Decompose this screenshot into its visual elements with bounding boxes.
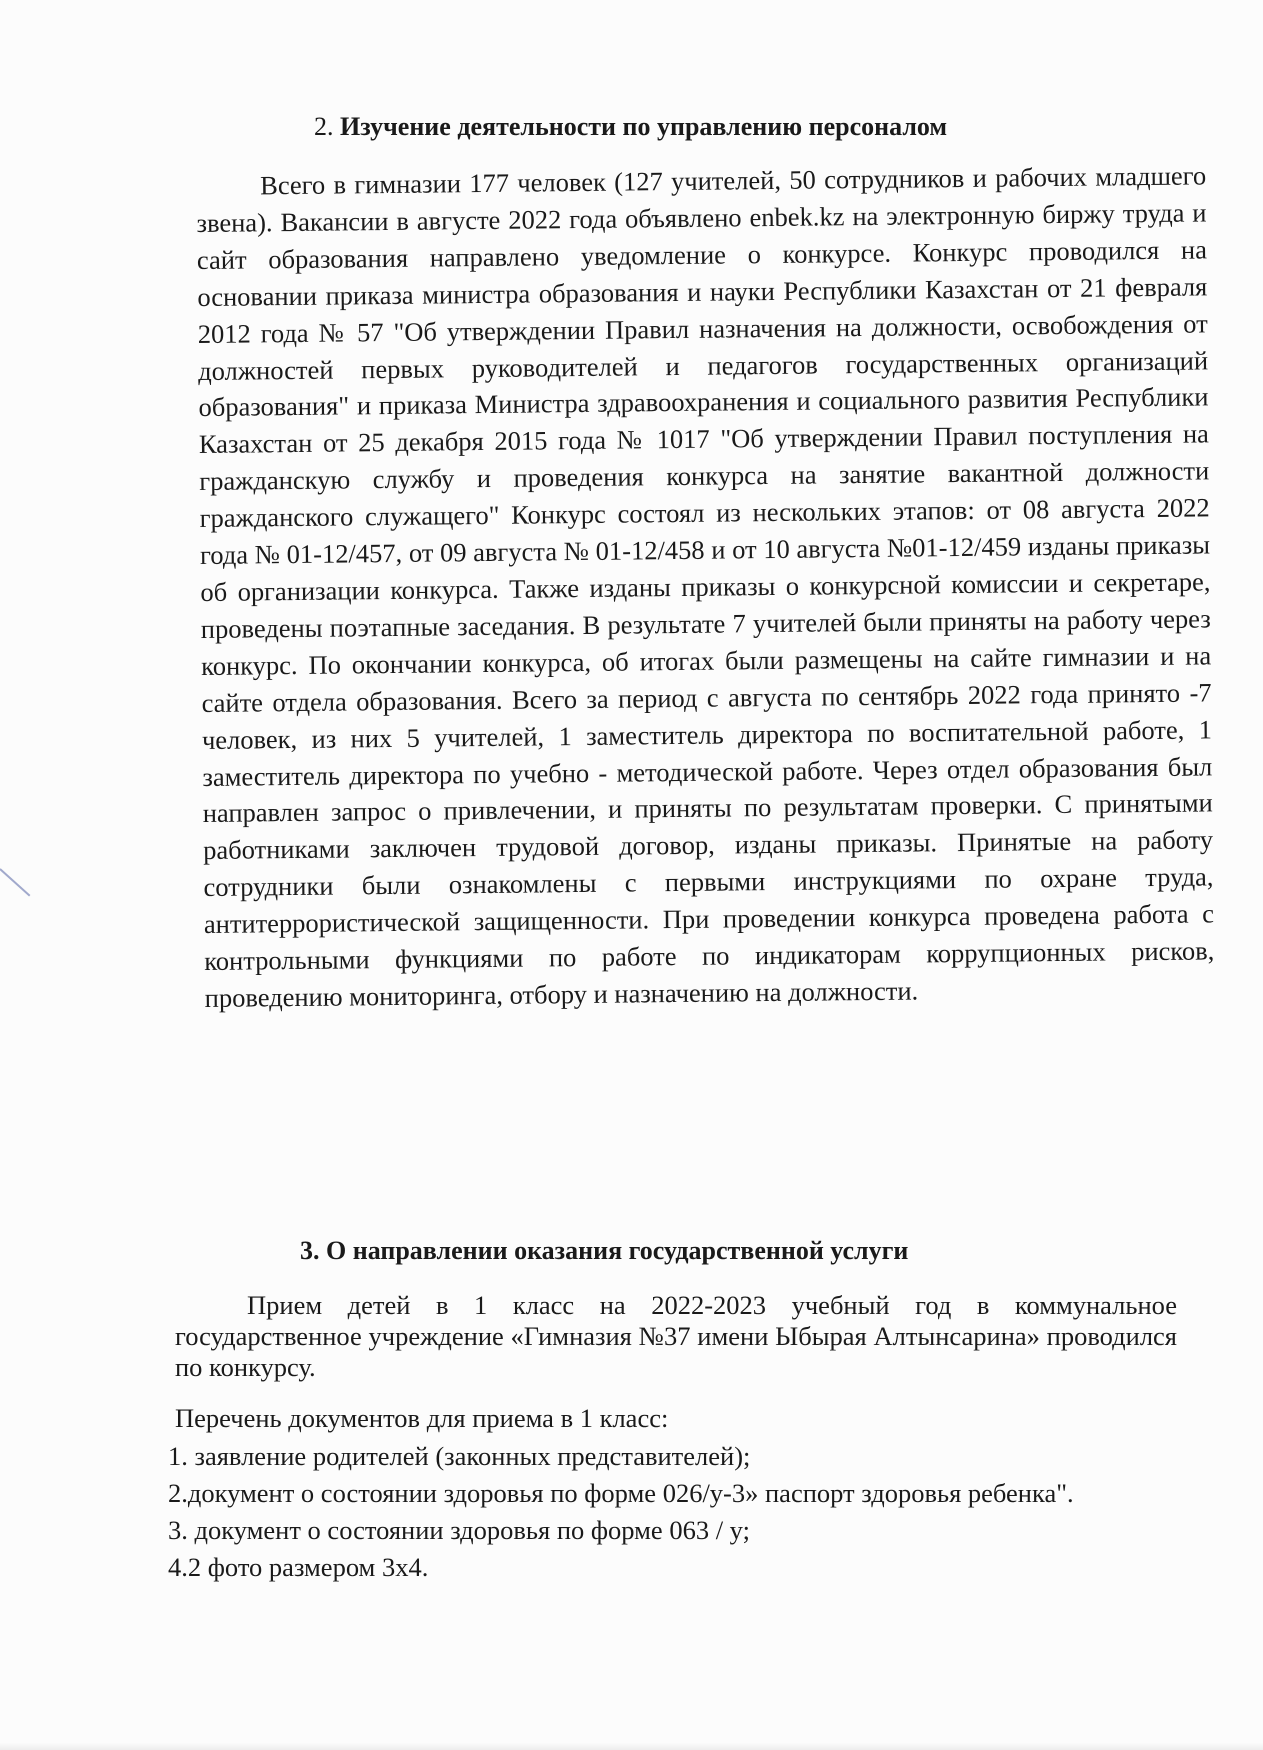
list-item: 2.документ о состоянии здоровья по форме 026/у-3» паспорт здоровья ребенка". bbox=[168, 1478, 1074, 1508]
section-2-title: Изучение деятельности по управлению персоналом bbox=[340, 112, 948, 141]
section-2-heading bbox=[314, 112, 947, 142]
list-item: 4.2 фото размером 3х4. bbox=[168, 1552, 429, 1582]
scan-pen-mark bbox=[0, 868, 30, 896]
page-edge-shadow bbox=[0, 1742, 1263, 1750]
list-item: 3. документ о состоянии здоровья по форме 063 / у; bbox=[168, 1515, 750, 1545]
section-2-paragraph: Всего в гимназии 177 человек (127 учителей, 50 сотрудников и рабочих младшего звена). Вакансии в августе 2022 года объявлено enbek.kz на электронную биржу труда и сайт образования направлено уведомление о конкурсе. Конкурс проводился на основании приказа министра образования и науки Республики Казахстан от 21 февраля 2012 года № 57 "Об утверждении Правил назначения на должности, освобождения от должностей первых руководителей и педагогов государственных организаций образования" и приказа Министра здравоохранения и социального развития Республики Казахстан от 25 декабря 2015 года № 1017 "Об утверждении Правил поступления на гражданскую службу и проведения конкурса на занятие вакантной должности гражданского служащего" Конкурс состоял из нескольких этапов: от 08 августа 2022 года № 01-12/457, от 09 августа № 01-12/458 и от 10 августа №01-12/459 изданы приказы об организации конкурса. Также изданы приказы о конкурсной комиссии и секретаре, проведены поэтапные заседания. В результате 7 учителей были приняты на работу через конкурс. По окончании конкурса, об итогах были размещены на сайте гимназии и на сайте отдела образования. Всего за период с августа по сентябрь 2022 года принято -7 человек, из них 5 учителей, 1 заместитель директора по воспитательной работе, 1 заместитель директора по учебно - методической работе. Через отдел образования был направлен запрос о привлечении, и приняты по результатам проверки. С принятыми работниками заключен трудовой договор, изданы приказы. Принятые на работу сотрудники были ознакомлены с первыми инструкциями по охране труда, антитеррористической защищенности. При проведении конкурса проведена работа с контрольными функциями по работе по индикаторам коррупционных рисков, проведению мониторинга, отбору и назначению на должности. bbox=[196, 160, 1215, 1013]
section-2-number: 2. bbox=[314, 112, 334, 141]
section-3-heading: 3. О направлении оказания государственной услуги bbox=[300, 1236, 909, 1265]
documents-list bbox=[168, 1441, 1176, 1589]
list-item: 1. заявление родителей (законных представителей); bbox=[168, 1441, 751, 1471]
documents-list-title: Перечень документов для приема в 1 класс: bbox=[175, 1403, 669, 1433]
section-3-paragraph: Прием детей в 1 класс на 2022-2023 учебный год в коммунальное государственное учреждение «Гимназия №37 имени Ыбырая Алтынсарина» проводился по конкурсу. bbox=[175, 1290, 1177, 1382]
